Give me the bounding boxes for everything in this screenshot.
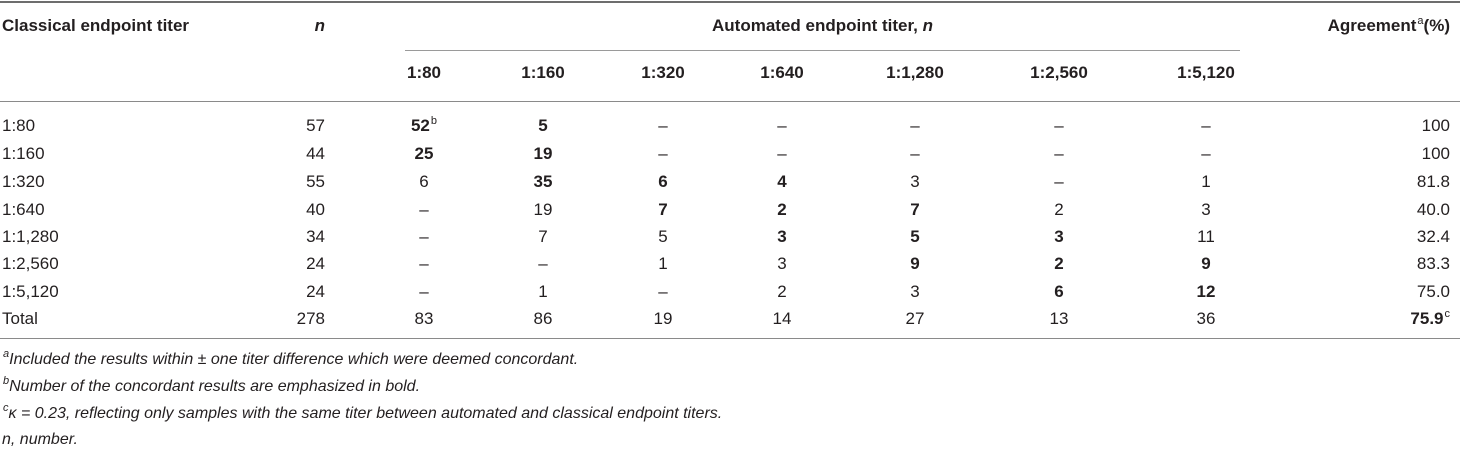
table-cell	[1156, 116, 1256, 136]
footnote	[2, 377, 420, 398]
agreement-value: 83.3	[1416, 254, 1450, 273]
table-cell	[1156, 144, 1256, 164]
bottom-rule	[0, 338, 1460, 339]
cell-value: 3	[777, 254, 787, 273]
titer-column-header: 1:80	[406, 63, 442, 82]
cell-value: 27	[905, 309, 925, 328]
cell-value: 9	[1201, 254, 1211, 273]
titer-column-header: 1:160	[521, 63, 565, 82]
header-agreement-text: Agreement	[1327, 16, 1417, 35]
cell-value: 13	[1049, 309, 1069, 328]
header-automated-titer	[405, 16, 1240, 36]
cell-value: 5	[658, 227, 668, 246]
header-automated-n: n	[922, 16, 933, 35]
table-cell	[374, 116, 474, 138]
header-automated-text: Automated endpoint titer,	[712, 16, 923, 35]
table-cell	[1009, 227, 1109, 247]
row-n: 40	[306, 200, 325, 219]
table-cell	[1009, 309, 1109, 329]
row-label: 1:320	[2, 172, 45, 191]
cell-value: –	[658, 144, 668, 163]
agreement-footnote-mark: c	[1444, 308, 1450, 320]
cell-value: 2	[1054, 200, 1064, 219]
cell-value: 7	[538, 227, 548, 246]
cell-value: 6	[419, 172, 429, 191]
footnote-mark: b	[3, 375, 10, 387]
table-cell	[865, 200, 965, 220]
table-cell	[613, 227, 713, 247]
cell-value: 9	[910, 254, 920, 273]
table-cell	[865, 116, 965, 136]
footnote	[2, 430, 78, 450]
table-cell	[493, 309, 593, 329]
footnote-mark: a	[3, 348, 10, 360]
table-cell	[1009, 282, 1109, 302]
row-n: 24	[306, 282, 325, 301]
row-n: 44	[306, 144, 325, 163]
row-agreement	[1250, 172, 1450, 192]
row-agreement	[1250, 116, 1450, 136]
footnote-text: Included the results within ± one titer difference which were deemed concordant.	[9, 351, 579, 368]
table-cell	[865, 227, 965, 247]
cell-value: 6	[658, 172, 668, 191]
cell-value: 1	[538, 282, 548, 301]
table-cell	[493, 144, 593, 164]
row-label: Total	[2, 309, 38, 328]
group-header-rule	[405, 50, 1240, 51]
cell-value: 5	[910, 227, 920, 246]
table-cell	[493, 200, 593, 220]
row-n: 24	[306, 254, 325, 273]
table-cell	[613, 309, 713, 329]
table-cell	[1156, 282, 1256, 302]
titer-column-header: 1:320	[641, 63, 685, 82]
agreement-value: 75.9	[1410, 309, 1444, 328]
footnote	[2, 404, 722, 425]
table-cell	[374, 172, 474, 192]
header-agreement-unit: (%)	[1423, 16, 1450, 35]
table-cell	[374, 200, 474, 220]
cell-value: 7	[658, 200, 668, 219]
titer-column-header: 1:5,120	[1177, 63, 1235, 82]
cell-value: 83	[414, 309, 434, 328]
header-rule	[0, 101, 1460, 102]
cell-value: 3	[1201, 200, 1211, 219]
agreement-value: 100	[1421, 144, 1450, 163]
cell-value: –	[419, 227, 429, 246]
cell-value: 3	[910, 172, 920, 191]
table-cell	[1009, 116, 1109, 136]
header-n: n	[314, 16, 325, 35]
table-cell	[732, 282, 832, 302]
cell-value: –	[777, 116, 787, 135]
table-cell	[374, 309, 474, 329]
cell-value: 86	[533, 309, 553, 328]
cell-value: 35	[533, 172, 553, 191]
table-cell	[613, 200, 713, 220]
cell-value: –	[419, 200, 429, 219]
cell-value: 2	[777, 200, 787, 219]
row-n: 34	[306, 227, 325, 246]
row-agreement	[1250, 227, 1450, 247]
agreement-value: 40.0	[1416, 200, 1450, 219]
cell-value: 19	[653, 309, 673, 328]
row-agreement	[1250, 282, 1450, 302]
cell-value: 2	[1054, 254, 1064, 273]
cell-value: 36	[1196, 309, 1216, 328]
cell-value: 25	[414, 144, 434, 163]
header-agreement	[1250, 16, 1450, 38]
agreement-value: 32.4	[1416, 227, 1450, 246]
cell-value: 3	[910, 282, 920, 301]
footnote	[2, 350, 578, 371]
cell-footnote-mark: b	[430, 115, 438, 127]
cell-value: 12	[1196, 282, 1216, 301]
cell-value: –	[777, 144, 787, 163]
row-n: 278	[296, 309, 325, 328]
cell-value: –	[419, 282, 429, 301]
table-cell	[1156, 254, 1256, 274]
table-cell	[374, 227, 474, 247]
footnote-text: κ = 0.23, reflecting only samples with the same titer between automated and classical endpoint titers.	[8, 405, 723, 422]
cell-value: 4	[777, 172, 787, 191]
cell-value: –	[1201, 116, 1211, 135]
table-cell	[1009, 254, 1109, 274]
table-cell	[732, 116, 832, 136]
cell-value: 19	[533, 144, 553, 163]
cell-value: –	[1054, 116, 1064, 135]
cell-value: –	[658, 116, 668, 135]
cell-value: –	[910, 116, 920, 135]
agreement-value: 75.0	[1416, 282, 1450, 301]
cell-value: 3	[777, 227, 787, 246]
table-cell	[374, 144, 474, 164]
agreement-value: 81.8	[1416, 172, 1450, 191]
cell-value: 5	[538, 116, 548, 135]
table-cell	[1009, 144, 1109, 164]
row-agreement	[1250, 309, 1450, 331]
row-label: 1:80	[2, 116, 36, 135]
cell-value: 52	[410, 116, 430, 135]
table-cell	[613, 116, 713, 136]
titer-column-header: 1:1,280	[886, 63, 944, 82]
row-label: 1:1,280	[2, 227, 59, 246]
footnote-mark: c	[3, 402, 9, 414]
table-cell	[865, 144, 965, 164]
cell-value: –	[1054, 172, 1064, 191]
agreement-value: 100	[1421, 116, 1450, 135]
cell-value: –	[1201, 144, 1211, 163]
cell-value: –	[1054, 144, 1064, 163]
cell-value: –	[419, 254, 429, 273]
cell-value: 14	[772, 309, 792, 328]
table-cell	[613, 172, 713, 192]
table-cell	[374, 282, 474, 302]
table-cell	[493, 282, 593, 302]
titer-column-header: 1:2,560	[1030, 63, 1088, 82]
titer-column-header: 1:640	[760, 63, 804, 82]
table-cell	[1009, 172, 1109, 192]
table-cell	[732, 254, 832, 274]
table-cell	[493, 254, 593, 274]
row-label: 1:2,560	[2, 254, 59, 273]
header-agreement-sup: a	[1417, 15, 1424, 27]
table-cell	[732, 172, 832, 192]
cell-value: 1	[658, 254, 668, 273]
table-cell	[374, 254, 474, 274]
cell-value: 11	[1197, 227, 1215, 246]
table-cell	[1156, 309, 1256, 329]
table-cell	[732, 309, 832, 329]
row-label: 1:160	[2, 144, 45, 163]
cell-value: 7	[910, 200, 920, 219]
table-cell	[493, 116, 593, 136]
cell-value: –	[910, 144, 920, 163]
cell-value: 19	[533, 200, 553, 219]
cell-value: –	[538, 254, 548, 273]
table-cell	[493, 227, 593, 247]
table-cell	[865, 309, 965, 329]
cell-value: 3	[1054, 227, 1064, 246]
row-n: 57	[306, 116, 325, 135]
row-n: 55	[306, 172, 325, 191]
table-cell	[613, 144, 713, 164]
table-cell	[865, 254, 965, 274]
table-cell	[1156, 200, 1256, 220]
cell-value: –	[658, 282, 668, 301]
table-cell	[1156, 227, 1256, 247]
row-agreement	[1250, 254, 1450, 274]
table-cell	[1009, 200, 1109, 220]
top-rule	[0, 1, 1460, 3]
footnote-text: Number of the concordant results are emphasized in bold.	[9, 378, 421, 395]
table-cell	[732, 144, 832, 164]
row-agreement	[1250, 144, 1450, 164]
table-cell	[613, 254, 713, 274]
cell-value: 2	[777, 282, 787, 301]
table-cell	[865, 172, 965, 192]
table-cell	[732, 200, 832, 220]
row-agreement	[1250, 200, 1450, 220]
table-cell	[732, 227, 832, 247]
table-cell	[865, 282, 965, 302]
table-cell	[493, 172, 593, 192]
row-label: 1:5,120	[2, 282, 59, 301]
cell-value: 1	[1201, 172, 1211, 191]
footnote-text: n, number.	[2, 431, 78, 448]
table-cell	[1156, 172, 1256, 192]
table-cell	[613, 282, 713, 302]
header-classical-titer: Classical endpoint titer	[2, 16, 190, 35]
cell-value: 6	[1054, 282, 1064, 301]
row-label: 1:640	[2, 200, 45, 219]
